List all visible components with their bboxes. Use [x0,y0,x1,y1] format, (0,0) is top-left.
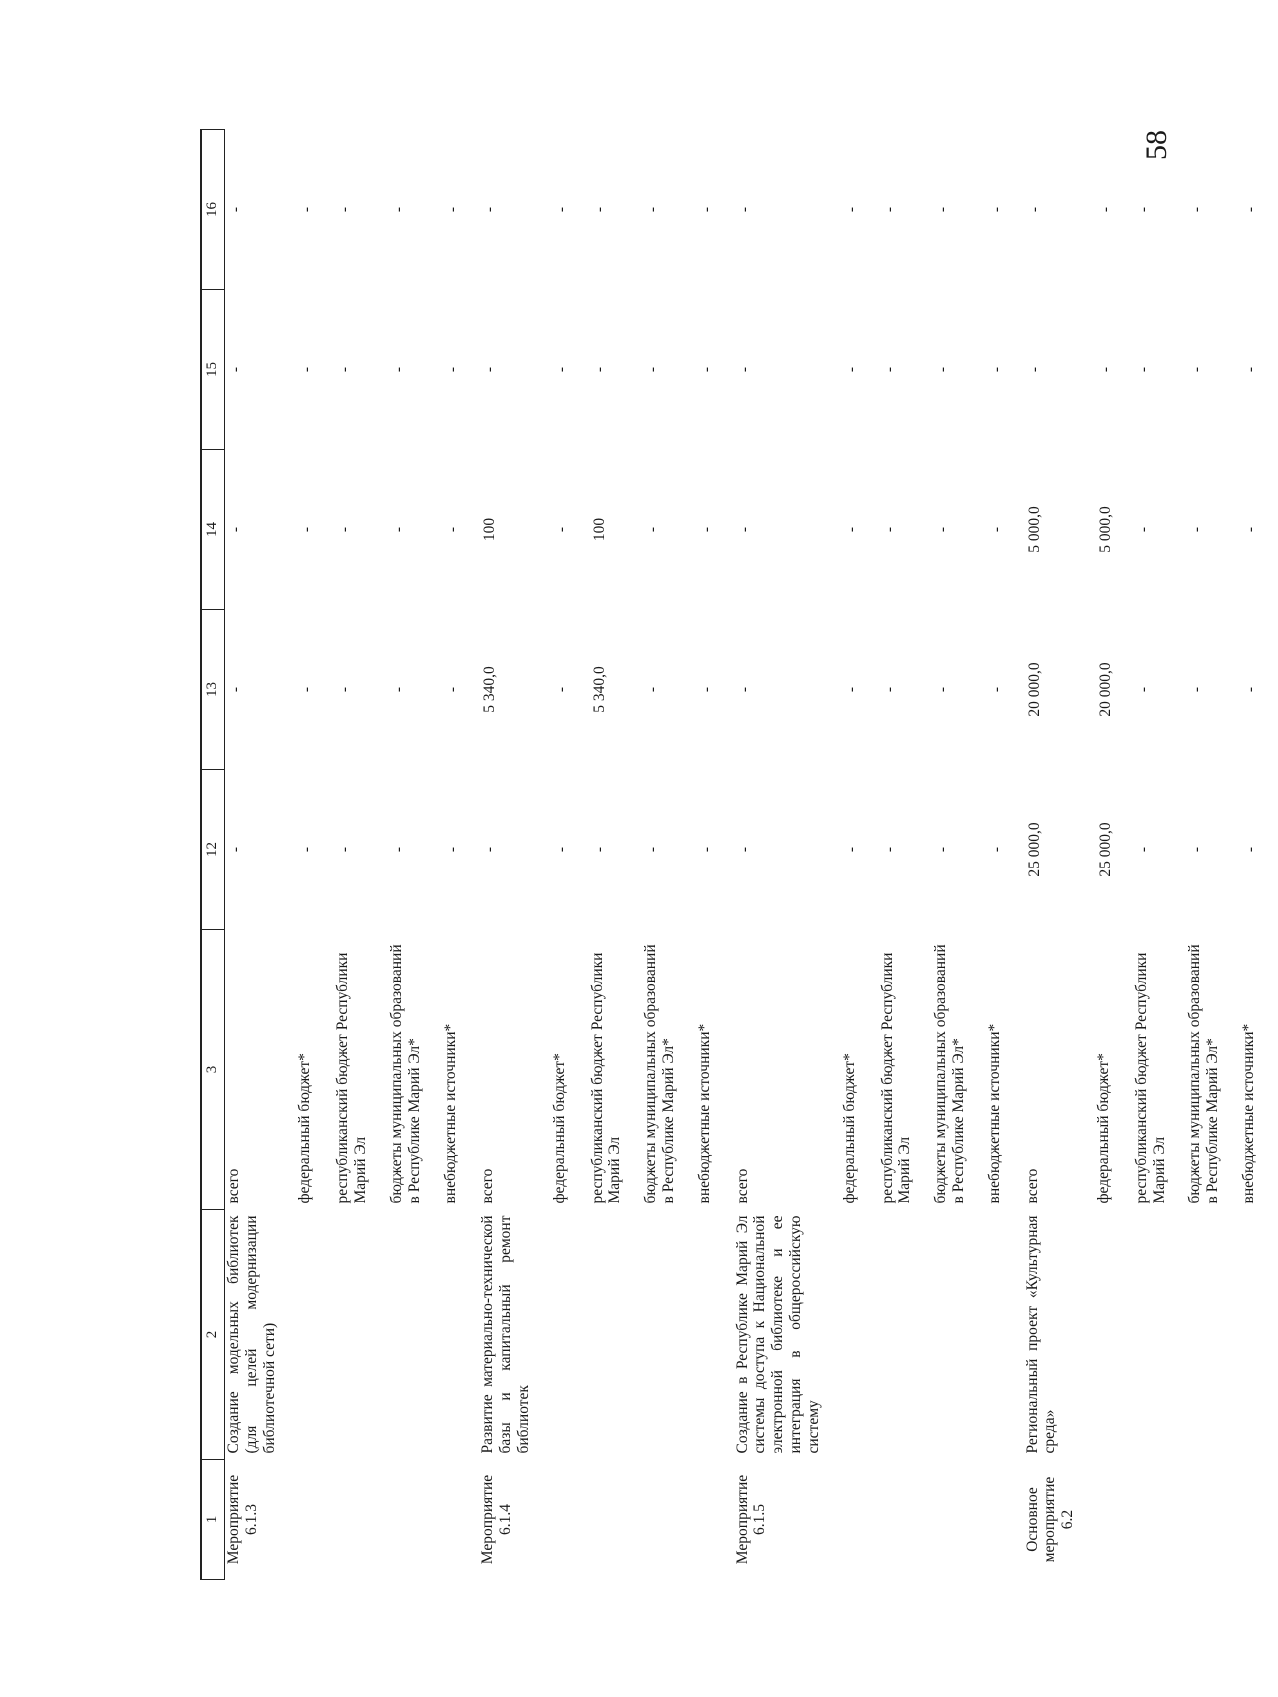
value-cell: - [298,526,316,533]
event-name: Создание в Республике Марий Эл системы доступа к Национальной электронной библиотеке и ее интеграция в общероссийскую систему [733,1215,822,1454]
spacer-cell [1077,130,1095,1580]
empty-cell [1186,1210,1222,1460]
spacer-cell [624,130,642,1580]
event-name: Развитие материально-технической базы и капитальный ремонт библиотек [479,1215,532,1454]
value-cell: - [644,846,662,853]
value-cell: - [1188,206,1206,213]
row-spacer [1077,130,1095,1580]
empty-cell [986,1210,1006,1460]
value-cell: 5 340,0 [590,666,608,713]
value-cell: - [552,686,570,693]
spacer-cell [278,130,296,1580]
row-spacer [424,130,442,1580]
value-cell: 20 000,0 [1025,662,1043,717]
spacer-cell [914,130,932,1580]
empty-cell [589,1210,625,1460]
value-cell: - [735,686,753,693]
row-spacer [1260,130,1278,1580]
value-cell: - [389,206,407,213]
table-row [734,130,823,1580]
funding-source: республиканский бюджет Республики Марий Эл [334,952,370,1204]
empty-cell [642,1460,678,1580]
empty-cell [442,1460,462,1580]
row-spacer [1222,130,1240,1580]
value-cell: - [934,686,952,693]
table-row [442,130,462,1580]
value-cell: - [389,686,407,693]
row-spacer [461,130,479,1580]
spacer-cell [1115,130,1133,1580]
value-cell: 20 000,0 [1097,662,1114,717]
value-cell: - [227,206,244,213]
empty-cell [1240,1210,1260,1460]
empty-cell [334,1210,370,1460]
row-spacer [1168,130,1186,1580]
value-cell: - [227,526,244,533]
table-row [879,130,915,1580]
value-cell: - [1134,846,1152,853]
funding-source: бюджеты муниципальных образований в Республике Марий Эл* [1186,944,1222,1204]
funding-source: внебюджетные источники* [441,1023,459,1204]
empty-cell [932,1210,968,1460]
value-cell: - [934,846,952,853]
spacer-cell [823,130,841,1580]
value-cell: - [227,366,244,373]
value-cell: - [697,366,715,373]
funding-source: всего [1023,1168,1041,1204]
value-cell: 5 340,0 [481,666,499,713]
page-number: 58 [1140,130,1173,160]
value-cell: 5 000,0 [1025,506,1043,553]
funding-source: всего [479,1168,497,1204]
value-cell: - [1242,526,1260,533]
value-cell: - [443,366,461,373]
row-spacer [533,130,551,1580]
value-cell: - [934,366,952,373]
value-cell: - [987,366,1005,373]
spacer-cell [968,130,986,1580]
value-cell: - [644,686,662,693]
value-cell: - [1188,366,1206,373]
empty-cell [1133,1460,1169,1580]
event-name: Создание модельных библиотек (для целей модернизации библиотечной сети) [225,1215,278,1454]
row-spacer [370,130,388,1580]
table-row [696,130,716,1580]
value-cell: - [481,366,499,373]
empty-cell [1133,1210,1169,1460]
funding-source: бюджеты муниципальных образований в Республике Марий Эл* [932,944,967,1204]
value-cell: - [934,206,952,213]
value-cell: - [987,526,1005,533]
value-cell: - [443,206,461,213]
empty-cell [1095,1210,1115,1460]
value-cell: - [842,686,860,693]
table-row [388,130,424,1580]
value-cell: - [443,686,461,693]
value-cell: - [443,846,461,853]
value-cell: - [697,206,715,213]
spacer-cell [1260,130,1278,1580]
value-cell: - [389,366,407,373]
spacer-cell [861,130,879,1580]
value-cell: - [389,846,407,853]
empty-cell [1095,1460,1115,1580]
row-spacer [278,130,296,1580]
empty-cell [841,1460,861,1580]
value-cell: - [590,206,608,213]
empty-cell [551,1210,571,1460]
budget-table [200,129,1278,1580]
row-spacer [823,130,841,1580]
funding-source: внебюджетные источники* [695,1023,713,1204]
value-cell: - [336,206,354,213]
value-cell: - [1097,206,1114,213]
funding-source: федеральный бюджет* [1095,1053,1112,1204]
table-row [479,130,532,1580]
funding-source: федеральный бюджет* [296,1053,314,1204]
row-spacer [316,130,334,1580]
spacer-cell [716,130,734,1580]
value-cell: - [336,526,354,533]
table-row [986,130,1006,1580]
funding-source: внебюджетные источники* [985,1023,1003,1204]
empty-cell [879,1210,915,1460]
value-cell: - [298,206,316,213]
value-cell: - [735,366,753,373]
table-row [1186,130,1222,1580]
column-header: 1 [201,1460,225,1580]
row-spacer [914,130,932,1580]
column-header: 15 [201,290,225,450]
value-cell: - [987,686,1005,693]
value-cell: - [1134,526,1152,533]
value-cell: - [389,526,407,533]
value-cell: - [1025,366,1043,373]
empty-cell [696,1210,716,1460]
value-cell: - [842,366,860,373]
table-row [1133,130,1169,1580]
value-cell: - [735,846,753,853]
value-cell: - [298,686,316,693]
value-cell: - [880,846,898,853]
empty-cell [986,1460,1006,1580]
row-spacer [1006,130,1024,1580]
value-cell: - [1188,686,1206,693]
table-row [225,130,279,1580]
spacer-cell [571,130,589,1580]
value-cell: - [842,206,860,213]
funding-source: республиканский бюджет Республики Марий Эл [878,952,914,1204]
value-cell: - [842,846,860,853]
value-cell: - [1134,366,1152,373]
column-header: 16 [201,130,225,290]
value-cell: - [735,206,753,213]
column-header: 2 [201,1210,225,1460]
event-code: Основное мероприятие 6.2 [1023,1476,1077,1563]
column-header: 13 [201,610,225,770]
table-row [296,130,316,1580]
funding-source: республиканский бюджет Республики Марий Эл [588,952,624,1204]
spacer-cell [1222,130,1240,1580]
value-cell: - [934,526,952,533]
value-cell: - [735,526,753,533]
value-cell: - [880,526,898,533]
value-cell: - [443,526,461,533]
event-code: Мероприятие 6.1.5 [733,1474,769,1565]
value-cell: 5 000,0 [1097,506,1114,553]
funding-source: федеральный бюджет* [840,1053,858,1204]
value-cell: - [336,846,354,853]
empty-cell [296,1460,316,1580]
table-row [932,130,968,1580]
value-cell: - [697,526,715,533]
empty-cell [589,1460,625,1580]
spacer-cell [1168,130,1186,1580]
table-row [551,130,571,1580]
event-name: Региональный проект «Культурная среда» [1023,1215,1059,1454]
value-cell: - [697,846,715,853]
value-cell: 25 000,0 [1025,822,1043,877]
empty-cell [879,1460,915,1580]
empty-cell [932,1460,968,1580]
value-cell: - [1025,206,1043,213]
value-cell: - [590,366,608,373]
spacer-cell [461,130,479,1580]
empty-cell [1186,1460,1222,1580]
empty-cell [334,1460,370,1580]
empty-cell [642,1210,678,1460]
table-row [1024,130,1077,1580]
empty-cell [1240,1460,1260,1580]
value-cell: - [1097,366,1114,373]
table-row [334,130,370,1580]
funding-source: всего [733,1168,751,1204]
spacer-cell [533,130,551,1580]
value-cell: - [880,686,898,693]
value-cell: - [644,206,662,213]
value-cell: - [552,846,570,853]
row-spacer [1115,130,1133,1580]
value-cell: 100 [481,517,499,542]
table-row [642,130,678,1580]
header-row [201,130,225,1580]
empty-cell [551,1460,571,1580]
value-cell: - [1242,206,1260,213]
value-cell: - [298,846,316,853]
funding-source: внебюджетные источники* [1240,1023,1258,1204]
funding-source: республиканский бюджет Республики Марий Эл [1132,952,1168,1204]
value-cell: - [227,686,244,693]
row-spacer [678,130,696,1580]
event-code: Мероприятие 6.1.3 [225,1474,260,1565]
empty-cell [296,1210,316,1460]
empty-cell [442,1210,462,1460]
value-cell: - [481,846,499,853]
column-header: 3 [201,930,225,1210]
empty-cell [388,1460,424,1580]
funding-source: бюджеты муниципальных образований в Республике Марий Эл* [387,944,423,1204]
value-cell: 100 [590,517,608,542]
row-spacer [624,130,642,1580]
funding-source: федеральный бюджет* [550,1053,568,1204]
value-cell: - [552,206,570,213]
spacer-cell [370,130,388,1580]
value-cell: - [552,366,570,373]
table-row [841,130,861,1580]
column-header: 14 [201,450,225,610]
value-cell: - [552,526,570,533]
value-cell: - [1188,526,1206,533]
table-body [225,130,1278,1580]
value-cell: - [481,206,499,213]
value-cell: - [644,526,662,533]
row-spacer [716,130,734,1580]
value-cell: - [590,846,608,853]
spacer-cell [424,130,442,1580]
column-header: 12 [201,770,225,930]
row-spacer [968,130,986,1580]
empty-cell [388,1210,424,1460]
value-cell: 25 000,0 [1097,822,1114,877]
value-cell: - [227,846,244,853]
value-cell: - [987,206,1005,213]
spacer-cell [316,130,334,1580]
value-cell: - [1134,206,1152,213]
empty-cell [841,1210,861,1460]
value-cell: - [644,366,662,373]
value-cell: - [1188,846,1206,853]
value-cell: - [336,686,354,693]
table-row [1095,130,1115,1580]
spacer-cell [1006,130,1024,1580]
table-row [589,130,625,1580]
value-cell: - [1242,686,1260,693]
value-cell: - [1242,846,1260,853]
value-cell: - [880,366,898,373]
row-spacer [571,130,589,1580]
value-cell: - [1134,686,1152,693]
spacer-cell [678,130,696,1580]
row-spacer [861,130,879,1580]
value-cell: - [1242,366,1260,373]
value-cell: - [336,366,354,373]
empty-cell [696,1460,716,1580]
value-cell: - [880,206,898,213]
funding-source: всего [225,1168,242,1204]
value-cell: - [298,366,316,373]
funding-source: бюджеты муниципальных образований в Республике Марий Эл* [642,944,677,1204]
value-cell: - [697,686,715,693]
value-cell: - [987,846,1005,853]
value-cell: - [842,526,860,533]
table-row [1240,130,1260,1580]
event-code: Мероприятие 6.1.4 [479,1474,515,1565]
